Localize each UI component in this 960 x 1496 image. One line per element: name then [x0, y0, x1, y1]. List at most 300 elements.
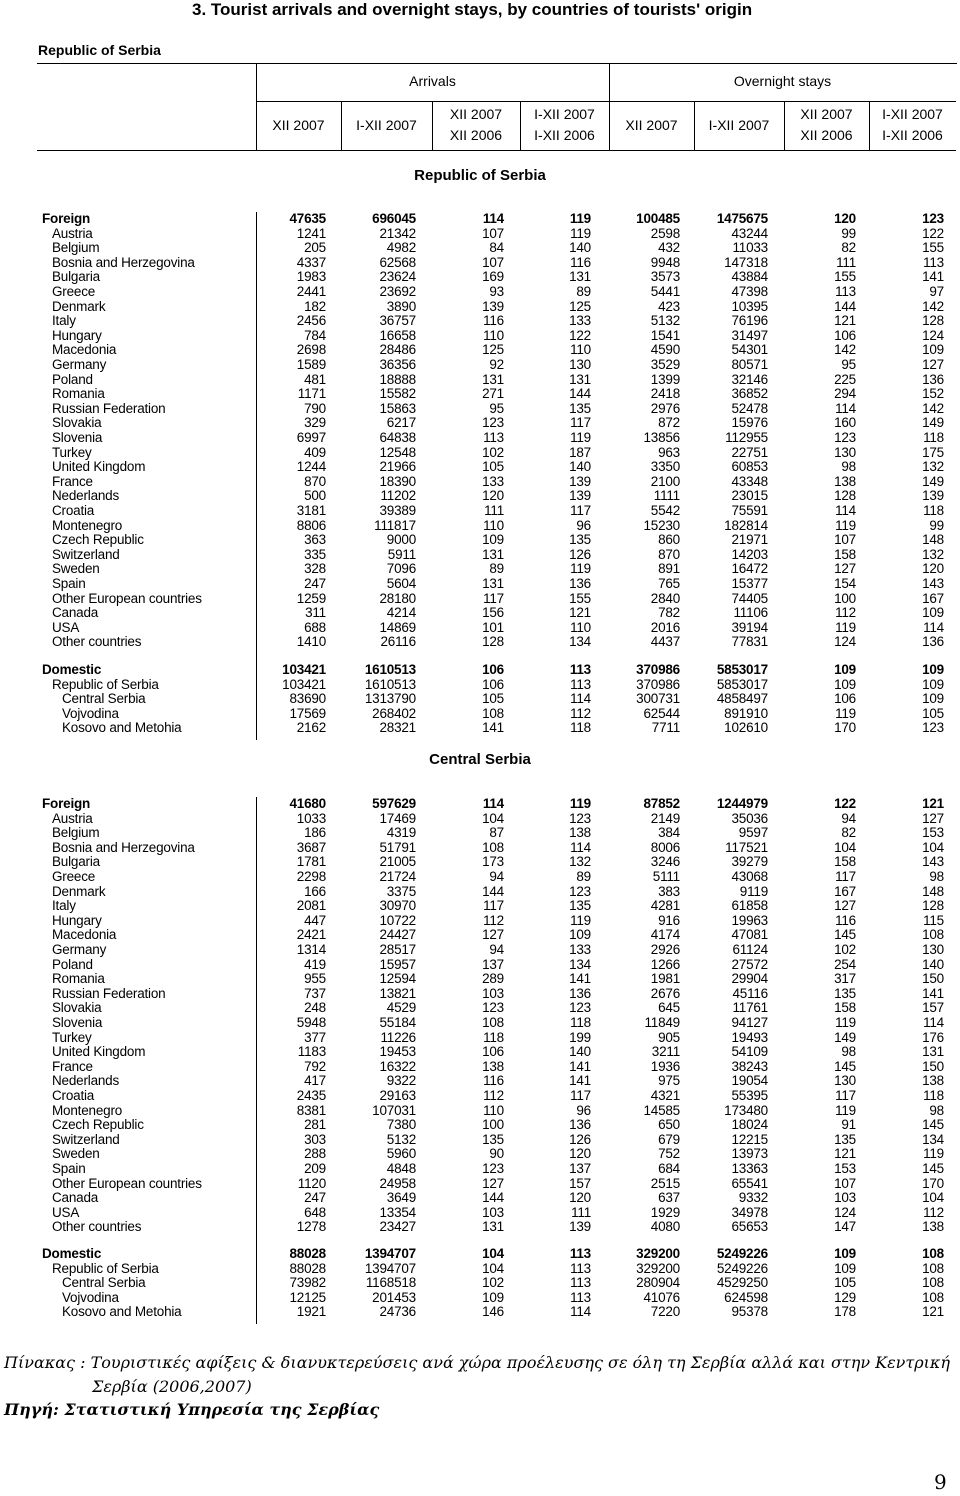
- cell-value: 117: [570, 415, 591, 431]
- column-header: [256, 115, 341, 136]
- table-row: [0, 373, 960, 388]
- cell-value: 4319: [386, 825, 416, 841]
- table-row: [0, 928, 960, 943]
- cell-value: 111: [571, 1204, 591, 1220]
- cell-value: 144: [834, 298, 856, 314]
- cell-value: 138: [834, 473, 856, 489]
- table-row: [0, 1133, 960, 1148]
- cell-value: 107: [482, 254, 504, 270]
- column-header-line: I-XII 2007: [882, 106, 943, 122]
- cell-value: 135: [569, 400, 591, 416]
- cell-value: 122: [922, 225, 944, 241]
- cell-value: 254: [834, 956, 856, 972]
- cell-value: 1033: [296, 810, 326, 826]
- cell-value: 3211: [651, 1044, 680, 1060]
- cell-value: 64838: [379, 430, 416, 445]
- cell-value: 32146: [731, 371, 768, 387]
- cell-value: 138: [569, 825, 591, 841]
- cell-value: 15377: [731, 576, 768, 591]
- cell-value: 121: [834, 313, 856, 329]
- cell-value: 126: [569, 1131, 591, 1147]
- row-label: Bosnia and Herzegovina: [52, 839, 195, 855]
- cell-value: 247: [304, 576, 326, 591]
- cell-value: 15230: [643, 517, 680, 533]
- row-label: France: [52, 473, 93, 489]
- cell-value: 4337: [296, 254, 326, 270]
- cell-value: 225: [834, 371, 856, 387]
- cell-value: 135: [482, 1131, 504, 1147]
- row-label: Croatia: [52, 503, 95, 518]
- column-header: [520, 104, 609, 146]
- table-row: [0, 1247, 960, 1262]
- cell-value: 2100: [650, 473, 680, 489]
- cell-value: 102610: [724, 720, 768, 736]
- cell-value: 104: [482, 1246, 504, 1261]
- cell-value: 113: [570, 1275, 591, 1291]
- table-row: [0, 1118, 960, 1133]
- cell-value: 14203: [731, 546, 768, 562]
- cell-value: 2162: [296, 720, 326, 736]
- cell-value: 110: [483, 1102, 504, 1118]
- cell-value: 95: [489, 400, 504, 416]
- cell-value: 109: [569, 927, 591, 943]
- row-label: Kosovo and Metohia: [62, 720, 182, 736]
- cell-value: 105: [834, 1275, 856, 1291]
- table-row: [0, 1305, 960, 1320]
- cell-value: 624598: [724, 1289, 768, 1305]
- row-label: Macedonia: [52, 342, 117, 358]
- cell-value: 178: [834, 1304, 856, 1320]
- cell-value: 120: [569, 1146, 591, 1162]
- cell-value: 17469: [379, 810, 416, 826]
- cell-value: 65653: [731, 1219, 768, 1235]
- column-header-line: I-XII 2006: [882, 127, 943, 143]
- cell-value: 1541: [650, 327, 680, 343]
- cell-value: 4174: [650, 927, 680, 943]
- row-label: Central Serbia: [62, 1275, 146, 1291]
- cell-value: 124: [834, 634, 856, 650]
- cell-value: 150: [922, 971, 944, 987]
- cell-value: 27572: [731, 956, 768, 972]
- cell-value: 31497: [731, 327, 768, 343]
- row-label: Italy: [52, 898, 76, 914]
- cell-value: 91: [841, 1117, 856, 1133]
- cell-value: 2435: [296, 1088, 326, 1103]
- cell-value: 112: [483, 912, 504, 928]
- cell-value: 94127: [731, 1015, 768, 1030]
- table-row: [0, 1045, 960, 1060]
- cell-value: 144: [569, 386, 591, 402]
- cell-value: 119: [569, 211, 591, 226]
- cell-value: 43068: [731, 869, 768, 884]
- cell-value: 88028: [289, 1246, 326, 1261]
- cell-value: 100: [834, 590, 856, 606]
- cell-value: 121: [834, 1146, 856, 1162]
- cell-value: 77831: [731, 634, 768, 650]
- cell-value: 182814: [724, 517, 768, 533]
- cell-value: 145: [834, 1058, 856, 1074]
- cell-value: 905: [658, 1029, 680, 1045]
- cell-value: 92: [489, 357, 504, 372]
- cell-value: 127: [834, 561, 856, 577]
- cell-value: 186: [304, 825, 326, 841]
- cell-value: 39389: [379, 503, 416, 518]
- table-row: [0, 270, 960, 285]
- cell-value: 109: [922, 676, 944, 692]
- row-label: Spain: [52, 576, 86, 591]
- cell-value: 94: [489, 869, 504, 884]
- cell-value: 142: [922, 400, 944, 416]
- cell-value: 126: [569, 546, 591, 562]
- table-row: [0, 1147, 960, 1162]
- cell-value: 100: [482, 1117, 504, 1133]
- cell-value: 2149: [650, 810, 680, 826]
- table-row: [0, 446, 960, 461]
- cell-value: 133: [569, 313, 591, 329]
- cell-value: 765: [658, 576, 680, 591]
- table-row: [0, 358, 960, 373]
- cell-value: 106: [482, 1044, 504, 1060]
- cell-value: 82: [841, 825, 856, 841]
- cell-value: 130: [834, 444, 856, 460]
- cell-value: 36757: [379, 313, 416, 329]
- table-row: [0, 387, 960, 402]
- cell-value: 138: [482, 1058, 504, 1074]
- cell-value: 38243: [731, 1058, 768, 1074]
- row-label: Kosovo and Metohia: [62, 1304, 182, 1320]
- cell-value: 119: [835, 1102, 856, 1118]
- row-label: Germany: [52, 357, 107, 372]
- cell-value: 107031: [372, 1102, 416, 1118]
- cell-value: 329200: [636, 1246, 680, 1261]
- column-header: [609, 115, 694, 136]
- table-row: [0, 692, 960, 707]
- cell-value: 12594: [379, 971, 416, 987]
- cell-value: 860: [658, 532, 680, 548]
- cell-value: 268402: [372, 705, 416, 721]
- cell-value: 43884: [731, 269, 768, 285]
- cell-value: 329200: [636, 1260, 680, 1276]
- table-row: [0, 1206, 960, 1221]
- row-label: Sweden: [52, 1146, 100, 1162]
- cell-value: 409: [304, 444, 326, 460]
- cell-value: 133: [482, 473, 504, 489]
- cell-value: 116: [483, 313, 504, 329]
- cell-value: 18024: [731, 1117, 768, 1133]
- cell-value: 335: [304, 546, 326, 562]
- row-label: Greece: [52, 284, 96, 299]
- cell-value: 113: [569, 662, 591, 677]
- cell-value: 21005: [379, 854, 416, 870]
- row-label: Poland: [52, 956, 93, 972]
- cell-value: 26116: [380, 634, 416, 650]
- cell-value: 96: [576, 1102, 591, 1118]
- table-row: [0, 300, 960, 315]
- cell-value: 117: [835, 869, 856, 884]
- cell-value: 158: [834, 546, 856, 562]
- cell-value: 119: [570, 225, 591, 241]
- cell-value: 51791: [379, 839, 416, 855]
- cell-value: 289: [482, 971, 504, 987]
- row-label: Bulgaria: [52, 269, 100, 285]
- cell-value: 119: [570, 561, 591, 577]
- cell-value: 113: [835, 284, 856, 299]
- cell-value: 103421: [282, 662, 326, 677]
- row-label: Denmark: [52, 883, 106, 899]
- cell-value: 688: [304, 619, 326, 635]
- row-label: Slovenia: [52, 430, 103, 445]
- cell-value: 9000: [386, 532, 416, 548]
- cell-value: 118: [483, 1029, 504, 1045]
- cell-value: 62568: [379, 254, 416, 270]
- cell-value: 108: [482, 839, 504, 855]
- cell-value: 12548: [379, 444, 416, 460]
- cell-value: 148: [922, 883, 944, 899]
- cell-value: 99: [929, 517, 944, 533]
- cell-value: 679: [658, 1131, 680, 1147]
- row-label: Germany: [52, 942, 107, 957]
- cell-value: 21966: [379, 459, 416, 475]
- cell-value: 175: [922, 444, 944, 460]
- cell-value: 4590: [650, 342, 680, 358]
- cell-value: 201453: [372, 1289, 416, 1305]
- cell-value: 11106: [733, 605, 768, 621]
- cell-value: 109: [834, 662, 856, 677]
- cell-value: 106: [482, 662, 504, 677]
- cell-value: 136: [922, 634, 944, 650]
- cell-value: 122: [569, 327, 591, 343]
- cell-value: 144: [482, 1190, 504, 1206]
- cell-value: 141: [482, 720, 504, 736]
- row-label: Nederlands: [52, 488, 120, 504]
- cell-value: 29163: [379, 1088, 416, 1103]
- cell-value: 300731: [636, 691, 680, 707]
- cell-value: 1410: [296, 634, 326, 650]
- cell-value: 140: [569, 1044, 591, 1060]
- cell-value: 102: [834, 942, 856, 957]
- cell-value: 15863: [379, 400, 416, 416]
- table-row: [0, 475, 960, 490]
- cell-value: 637: [658, 1190, 680, 1206]
- cell-value: 155: [569, 590, 591, 606]
- cell-value: 39194: [731, 619, 768, 635]
- table-row: [0, 592, 960, 607]
- cell-value: 109: [834, 676, 856, 692]
- row-label: United Kingdom: [52, 1044, 146, 1060]
- cell-value: 138: [922, 1219, 944, 1235]
- cell-value: 24736: [379, 1304, 416, 1320]
- cell-value: 752: [658, 1146, 680, 1162]
- cell-value: 119: [835, 705, 856, 721]
- cell-value: 9597: [738, 825, 768, 841]
- cell-value: 187: [569, 444, 591, 460]
- cell-value: 500: [304, 488, 326, 504]
- cell-value: 135: [569, 898, 591, 914]
- cell-value: 1929: [650, 1204, 680, 1220]
- cell-value: 24958: [379, 1175, 416, 1191]
- page-number: 9: [934, 1470, 947, 1494]
- cell-value: 147: [834, 1219, 856, 1235]
- cell-value: 2840: [650, 590, 680, 606]
- cell-value: 89: [576, 869, 591, 884]
- cell-value: 132: [569, 854, 591, 870]
- cell-value: 106: [482, 676, 504, 692]
- cell-value: 121: [569, 605, 591, 621]
- row-label: Montenegro: [52, 517, 123, 533]
- cell-value: 131: [922, 1044, 944, 1060]
- cell-value: 100485: [636, 211, 680, 226]
- cell-value: 119: [835, 517, 856, 533]
- cell-value: 129: [834, 1289, 856, 1305]
- cell-value: 45116: [732, 985, 768, 1001]
- cell-value: 107: [834, 532, 856, 548]
- row-label: Belgium: [52, 240, 100, 256]
- cell-value: 23015: [731, 488, 768, 504]
- cell-value: 74405: [731, 590, 768, 606]
- row-label: Romania: [52, 386, 105, 402]
- cell-value: 19054: [731, 1073, 768, 1089]
- cell-value: 114: [570, 839, 591, 855]
- cell-value: 328: [304, 561, 326, 577]
- cell-value: 19493: [731, 1029, 768, 1045]
- table-row: [0, 489, 960, 504]
- cell-value: 143: [922, 576, 944, 591]
- cell-value: 12125: [289, 1289, 326, 1305]
- cell-value: 107: [834, 1175, 856, 1191]
- cell-value: 288: [304, 1146, 326, 1162]
- cell-value: 136: [922, 371, 944, 387]
- cell-value: 110: [483, 517, 504, 533]
- cell-value: 123: [834, 430, 856, 445]
- cell-value: 109: [922, 342, 944, 358]
- table-row: [0, 635, 960, 650]
- cell-value: 83690: [289, 691, 326, 707]
- cell-value: 41076: [643, 1289, 680, 1305]
- cell-value: 119: [835, 619, 856, 635]
- cell-value: 417: [304, 1073, 326, 1089]
- table-row: [0, 721, 960, 736]
- cell-value: 329: [304, 415, 326, 431]
- cell-value: 121: [922, 796, 944, 811]
- cell-value: 65541: [731, 1175, 768, 1191]
- table-row: [0, 1177, 960, 1192]
- cell-value: 790: [304, 400, 326, 416]
- caption-line-1: Πίνακας : Τουριστικές αφίξεις & διανυκτερεύσεις ανά χώρα προέλευσης σε όλη τη Σερβία αλλά και στην Κεντρική: [4, 1353, 950, 1372]
- cell-value: 157: [569, 1175, 591, 1191]
- cell-value: 4848: [386, 1161, 416, 1176]
- cell-value: 2456: [296, 313, 326, 329]
- cell-value: 28180: [379, 590, 416, 606]
- table-row: [0, 504, 960, 519]
- cell-value: 119: [570, 430, 591, 445]
- row-label: Nederlands: [52, 1073, 120, 1089]
- cell-value: 4080: [650, 1219, 680, 1235]
- cell-value: 98: [929, 869, 944, 884]
- cell-value: 98: [841, 459, 856, 475]
- cell-value: 13821: [379, 985, 416, 1001]
- cell-value: 109: [834, 1246, 856, 1261]
- cell-value: 148: [922, 532, 944, 548]
- cell-value: 1244: [296, 459, 326, 475]
- cell-value: 116: [570, 254, 591, 270]
- cell-value: 1266: [650, 956, 680, 972]
- cell-value: 4982: [386, 240, 416, 256]
- cell-value: 4214: [386, 605, 416, 621]
- table-row: [0, 870, 960, 885]
- cell-value: 384: [658, 825, 680, 841]
- table-row: [0, 1162, 960, 1177]
- table-row: [0, 958, 960, 973]
- row-label: Croatia: [52, 1088, 95, 1103]
- cell-value: 4529250: [716, 1275, 768, 1291]
- cell-value: 112955: [725, 430, 768, 445]
- cell-value: 294: [834, 386, 856, 402]
- cell-value: 5853017: [716, 676, 768, 692]
- cell-value: 117: [570, 503, 591, 518]
- cell-value: 447: [304, 912, 326, 928]
- cell-value: 112: [835, 605, 856, 621]
- table-row: [0, 1031, 960, 1046]
- cell-value: 130: [922, 942, 944, 957]
- cell-value: 121: [922, 1304, 944, 1320]
- table-row: [0, 621, 960, 636]
- cell-value: 22751: [731, 444, 768, 460]
- cell-value: 115: [923, 912, 944, 928]
- cell-value: 88028: [289, 1260, 326, 1276]
- cell-value: 127: [834, 898, 856, 914]
- table-row: [0, 1060, 960, 1075]
- cell-value: 8806: [296, 517, 326, 533]
- cell-value: 11202: [380, 488, 416, 504]
- table-row: [0, 885, 960, 900]
- cell-value: 108: [482, 1015, 504, 1030]
- column-header: [694, 115, 784, 136]
- cell-value: 145: [922, 1117, 944, 1133]
- cell-value: 21971: [731, 532, 768, 548]
- cell-value: 123: [482, 1161, 504, 1176]
- cell-value: 317: [834, 971, 856, 987]
- cell-value: 3246: [650, 854, 680, 870]
- row-label: Romania: [52, 971, 105, 987]
- cell-value: 137: [569, 1161, 591, 1176]
- cell-value: 1120: [297, 1175, 326, 1191]
- cell-value: 370986: [636, 676, 680, 692]
- arrivals-header: Arrivals: [409, 73, 456, 89]
- cell-value: 173480: [724, 1102, 768, 1118]
- overnight-header: Overnight stays: [733, 73, 832, 89]
- cell-value: 1168518: [365, 1275, 416, 1291]
- column-header-line: I-XII 2007: [356, 117, 417, 133]
- cell-value: 645: [658, 1000, 680, 1016]
- cell-value: 21342: [379, 225, 416, 241]
- cell-value: 104: [834, 839, 856, 855]
- cell-value: 131: [569, 269, 591, 285]
- table-row: [0, 841, 960, 856]
- cell-value: 5132: [386, 1131, 416, 1147]
- cell-value: 1241: [296, 225, 326, 241]
- cell-value: 139: [569, 488, 591, 504]
- cell-value: 36852: [731, 386, 768, 402]
- cell-value: 47398: [731, 284, 768, 299]
- cell-value: 3573: [650, 269, 680, 285]
- cell-value: 9322: [386, 1073, 416, 1089]
- table-row: [0, 1104, 960, 1119]
- cell-value: 76196: [731, 313, 768, 329]
- cell-value: 98: [929, 1102, 944, 1118]
- cell-value: 153: [922, 825, 944, 841]
- column-header: [784, 104, 869, 146]
- cell-value: 131: [569, 371, 591, 387]
